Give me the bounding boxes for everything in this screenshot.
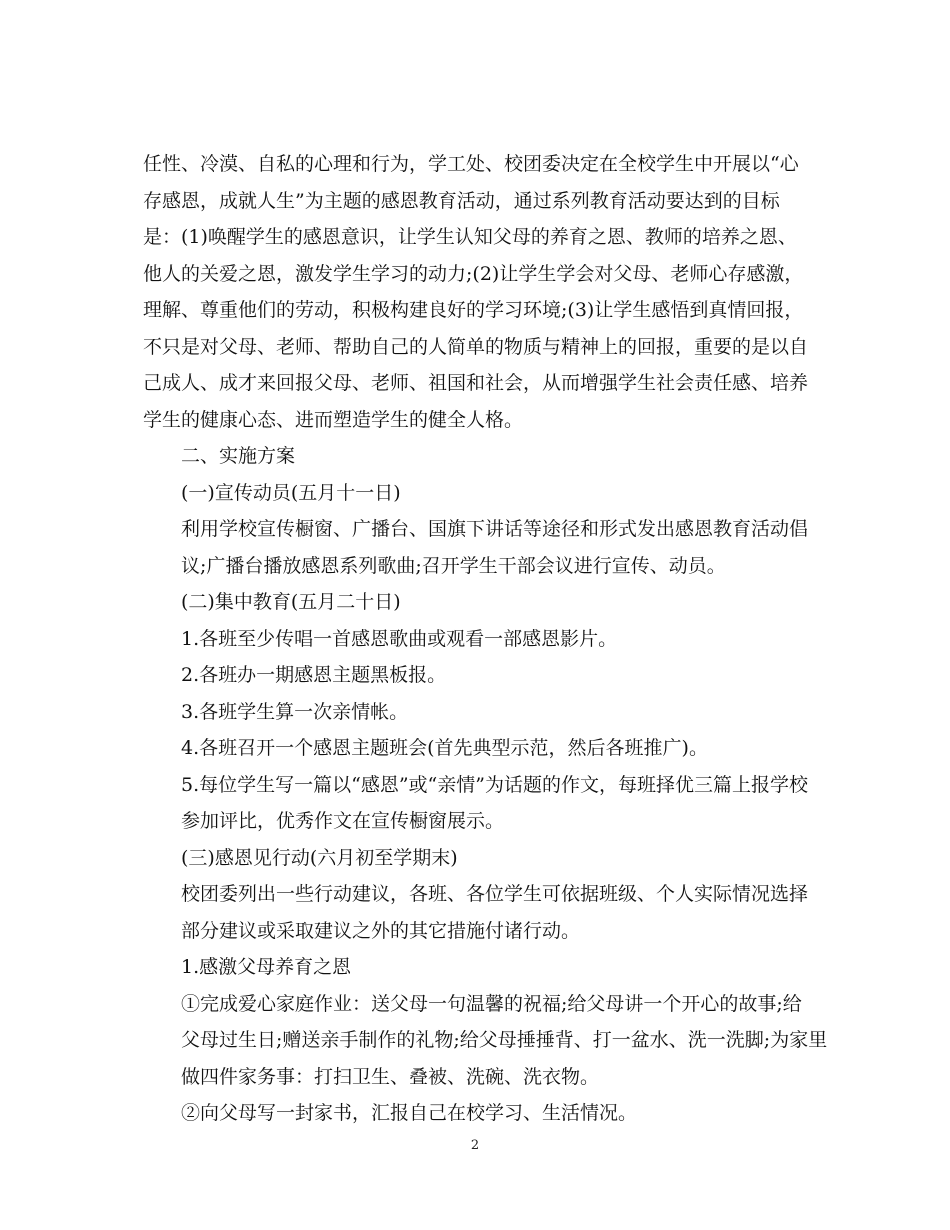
text-line: 4.各班召开一个感恩主题班会(首先典型示范，然后各班推广)。	[181, 737, 708, 759]
paragraph	[143, 511, 809, 584]
document-body	[143, 146, 828, 1132]
text-line: 议;广播台播放感恩系列歌曲;召开学生干部会议进行宣传、动员。	[181, 554, 726, 577]
paragraph	[143, 657, 803, 694]
paragraph	[143, 146, 809, 438]
page-number: 2	[470, 1138, 480, 1153]
text-line: 5.每位学生写一篇以“感恩”或“亲情”为话题的作文，每班择优三篇上报学校	[181, 773, 808, 796]
text-line: (三)感恩见行动(六月初至学期末)	[181, 846, 458, 869]
text-line: 不只是对父母、老师、帮助自己的人简单的物质与精神上的回报，重要的是以自	[143, 335, 809, 358]
text-line: ②向父母写一封家书，汇报自己在校学习、生活情况。	[181, 1102, 638, 1124]
paragraph	[143, 475, 803, 512]
paragraph	[143, 621, 803, 658]
text-line: 部分建议或采取建议之外的其它措施付诸行动。	[181, 919, 581, 942]
text-line: 1.各班至少传唱一首感恩歌曲或观看一部感恩影片。	[181, 627, 618, 650]
text-line: 任性、冷漠、自私的心理和行为，学工处、校团委决定在全校学生中开展以“心	[143, 153, 799, 175]
text-line: (二)集中教育(五月二十日)	[181, 591, 401, 613]
paragraph	[143, 730, 803, 767]
text-line: 学生的健康心态、进而塑造学生的健全人格。	[143, 408, 524, 431]
text-line: 2.各班办一期感恩主题黑板报。	[181, 664, 447, 686]
paragraph	[143, 876, 809, 949]
paragraph	[143, 584, 803, 621]
text-line: 校团委列出一些行动建议，各班、各位学生可依据班级、个人实际情况选择	[181, 883, 809, 905]
paragraph	[143, 694, 803, 731]
text-line: 己成人、成才来回报父母、老师、祖国和社会，从而增强学生社会责任感、培养	[143, 372, 809, 394]
paragraph	[143, 840, 803, 877]
text-line: 父母过生日;赠送亲手制作的礼物;给父母捶捶背、打一盆水、洗一洗脚;为家里	[181, 1029, 828, 1051]
text-line: 1.感激父母养育之恩	[181, 956, 352, 978]
paragraph	[143, 949, 803, 986]
text-line: 3.各班学生算一次亲情帐。	[181, 700, 409, 723]
paragraph	[143, 438, 803, 475]
text-line: 是：(1)唤醒学生的感恩意识，让学生认知父母的养育之恩、教师的培养之恩、	[143, 226, 797, 248]
text-line: 参加评比，优秀作文在宣传橱窗展示。	[181, 810, 505, 832]
text-line: (一)宣传动员(五月十一日)	[181, 481, 401, 504]
text-line: ①完成爱心家庭作业：送父母一句温馨的祝福;给父母讲一个开心的故事;给	[181, 992, 802, 1015]
text-line: 他人的关爱之恩，激发学生学习的动力;(2)让学生学会对父母、老师心存感激，	[143, 262, 804, 285]
text-line: 做四件家务事：打扫卫生、叠被、洗碗、洗衣物。	[181, 1065, 600, 1088]
text-line: 存感恩，成就人生”为主题的感恩教育活动，通过系列教育活动要达到的目标	[143, 189, 780, 212]
text-line: 理解、尊重他们的劳动，积极构建良好的学习环境;(3)让学生感悟到真情回报，	[143, 299, 804, 321]
text-line: 二、实施方案	[181, 445, 296, 467]
paragraph	[143, 986, 828, 1096]
paragraph	[143, 767, 808, 840]
paragraph	[143, 1095, 803, 1132]
text-line: 利用学校宣传橱窗、广播台、国旗下讲话等途径和形式发出感恩教育活动倡	[181, 518, 809, 540]
